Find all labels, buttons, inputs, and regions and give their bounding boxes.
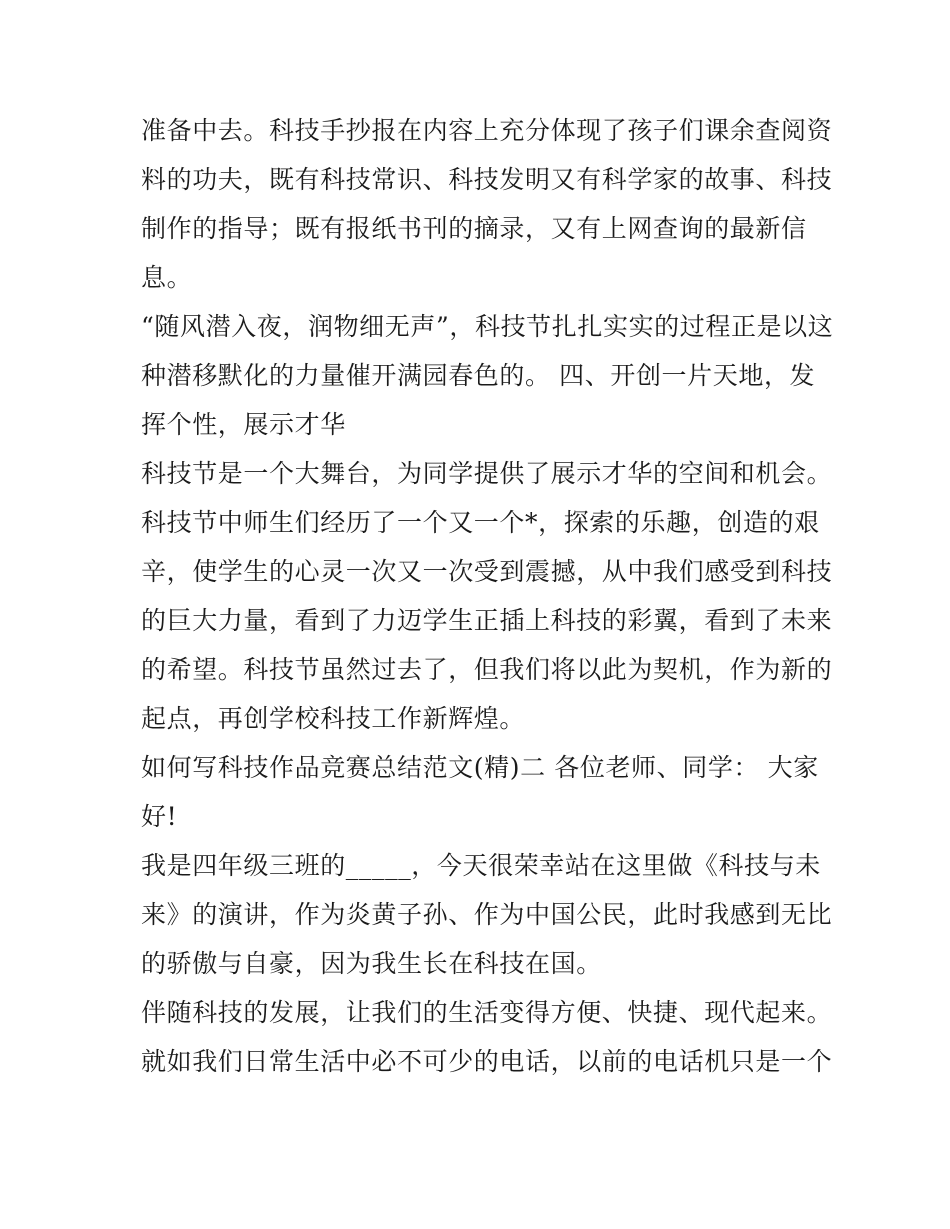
- text-line: 我是四年级三班的_____，今天很荣幸站在这里做《科技与未: [141, 851, 821, 880]
- text-line: 的希望。科技节虽然过去了，但我们将以此为契机，作为新的: [141, 655, 833, 684]
- text-line: 的骄傲与自豪，因为我生长在科技在国。: [141, 949, 602, 978]
- text-line: 科技节中师生们经历了一个又一个*，探索的乐趣，创造的艰: [141, 508, 820, 537]
- text-line: 好!: [141, 802, 178, 831]
- document-page: [141, 106, 834, 1086]
- text-line: 种潜移默化的力量催开满园春色的。 四、开创一片天地，发: [141, 361, 816, 390]
- text-line: 如何写科技作品竞赛总结范文(精)二 各位老师、同学： 大家: [141, 753, 819, 782]
- text-line: 料的功夫，既有科技常识、科技发明又有科学家的故事、科技: [141, 165, 833, 194]
- text-line: “随风潜入夜，润物细无声”，科技节扎扎实实的过程正是以这: [141, 312, 834, 341]
- text-line: 伴随科技的发展，让我们的生活变得方便、快捷、现代起来。: [141, 998, 833, 1027]
- text-line: 来》的演讲，作为炎黄子孙、作为中国公民，此时我感到无比: [141, 900, 833, 929]
- text-line: 制作的指导；既有报纸书刊的摘录，又有上网查询的最新信: [141, 214, 807, 243]
- text-line: 起点，再创学校科技工作新辉煌。: [141, 704, 526, 733]
- text-line: 挥个性，展示才华: [141, 410, 346, 439]
- text-line: 辛，使学生的心灵一次又一次受到震撼，从中我们感受到科技: [141, 557, 833, 586]
- text-line: 的巨大力量，看到了力迈学生正插上科技的彩翼，看到了未来: [141, 606, 833, 635]
- text-line: 息。: [141, 263, 193, 292]
- text-line: 科技节是一个大舞台，为同学提供了展示才华的空间和机会。: [141, 459, 833, 488]
- text-line: 准备中去。科技手抄报在内容上充分体现了孩子们课余查阅资: [141, 116, 833, 145]
- text-line: 就如我们日常生活中必不可少的电话，以前的电话机只是一个: [141, 1047, 833, 1076]
